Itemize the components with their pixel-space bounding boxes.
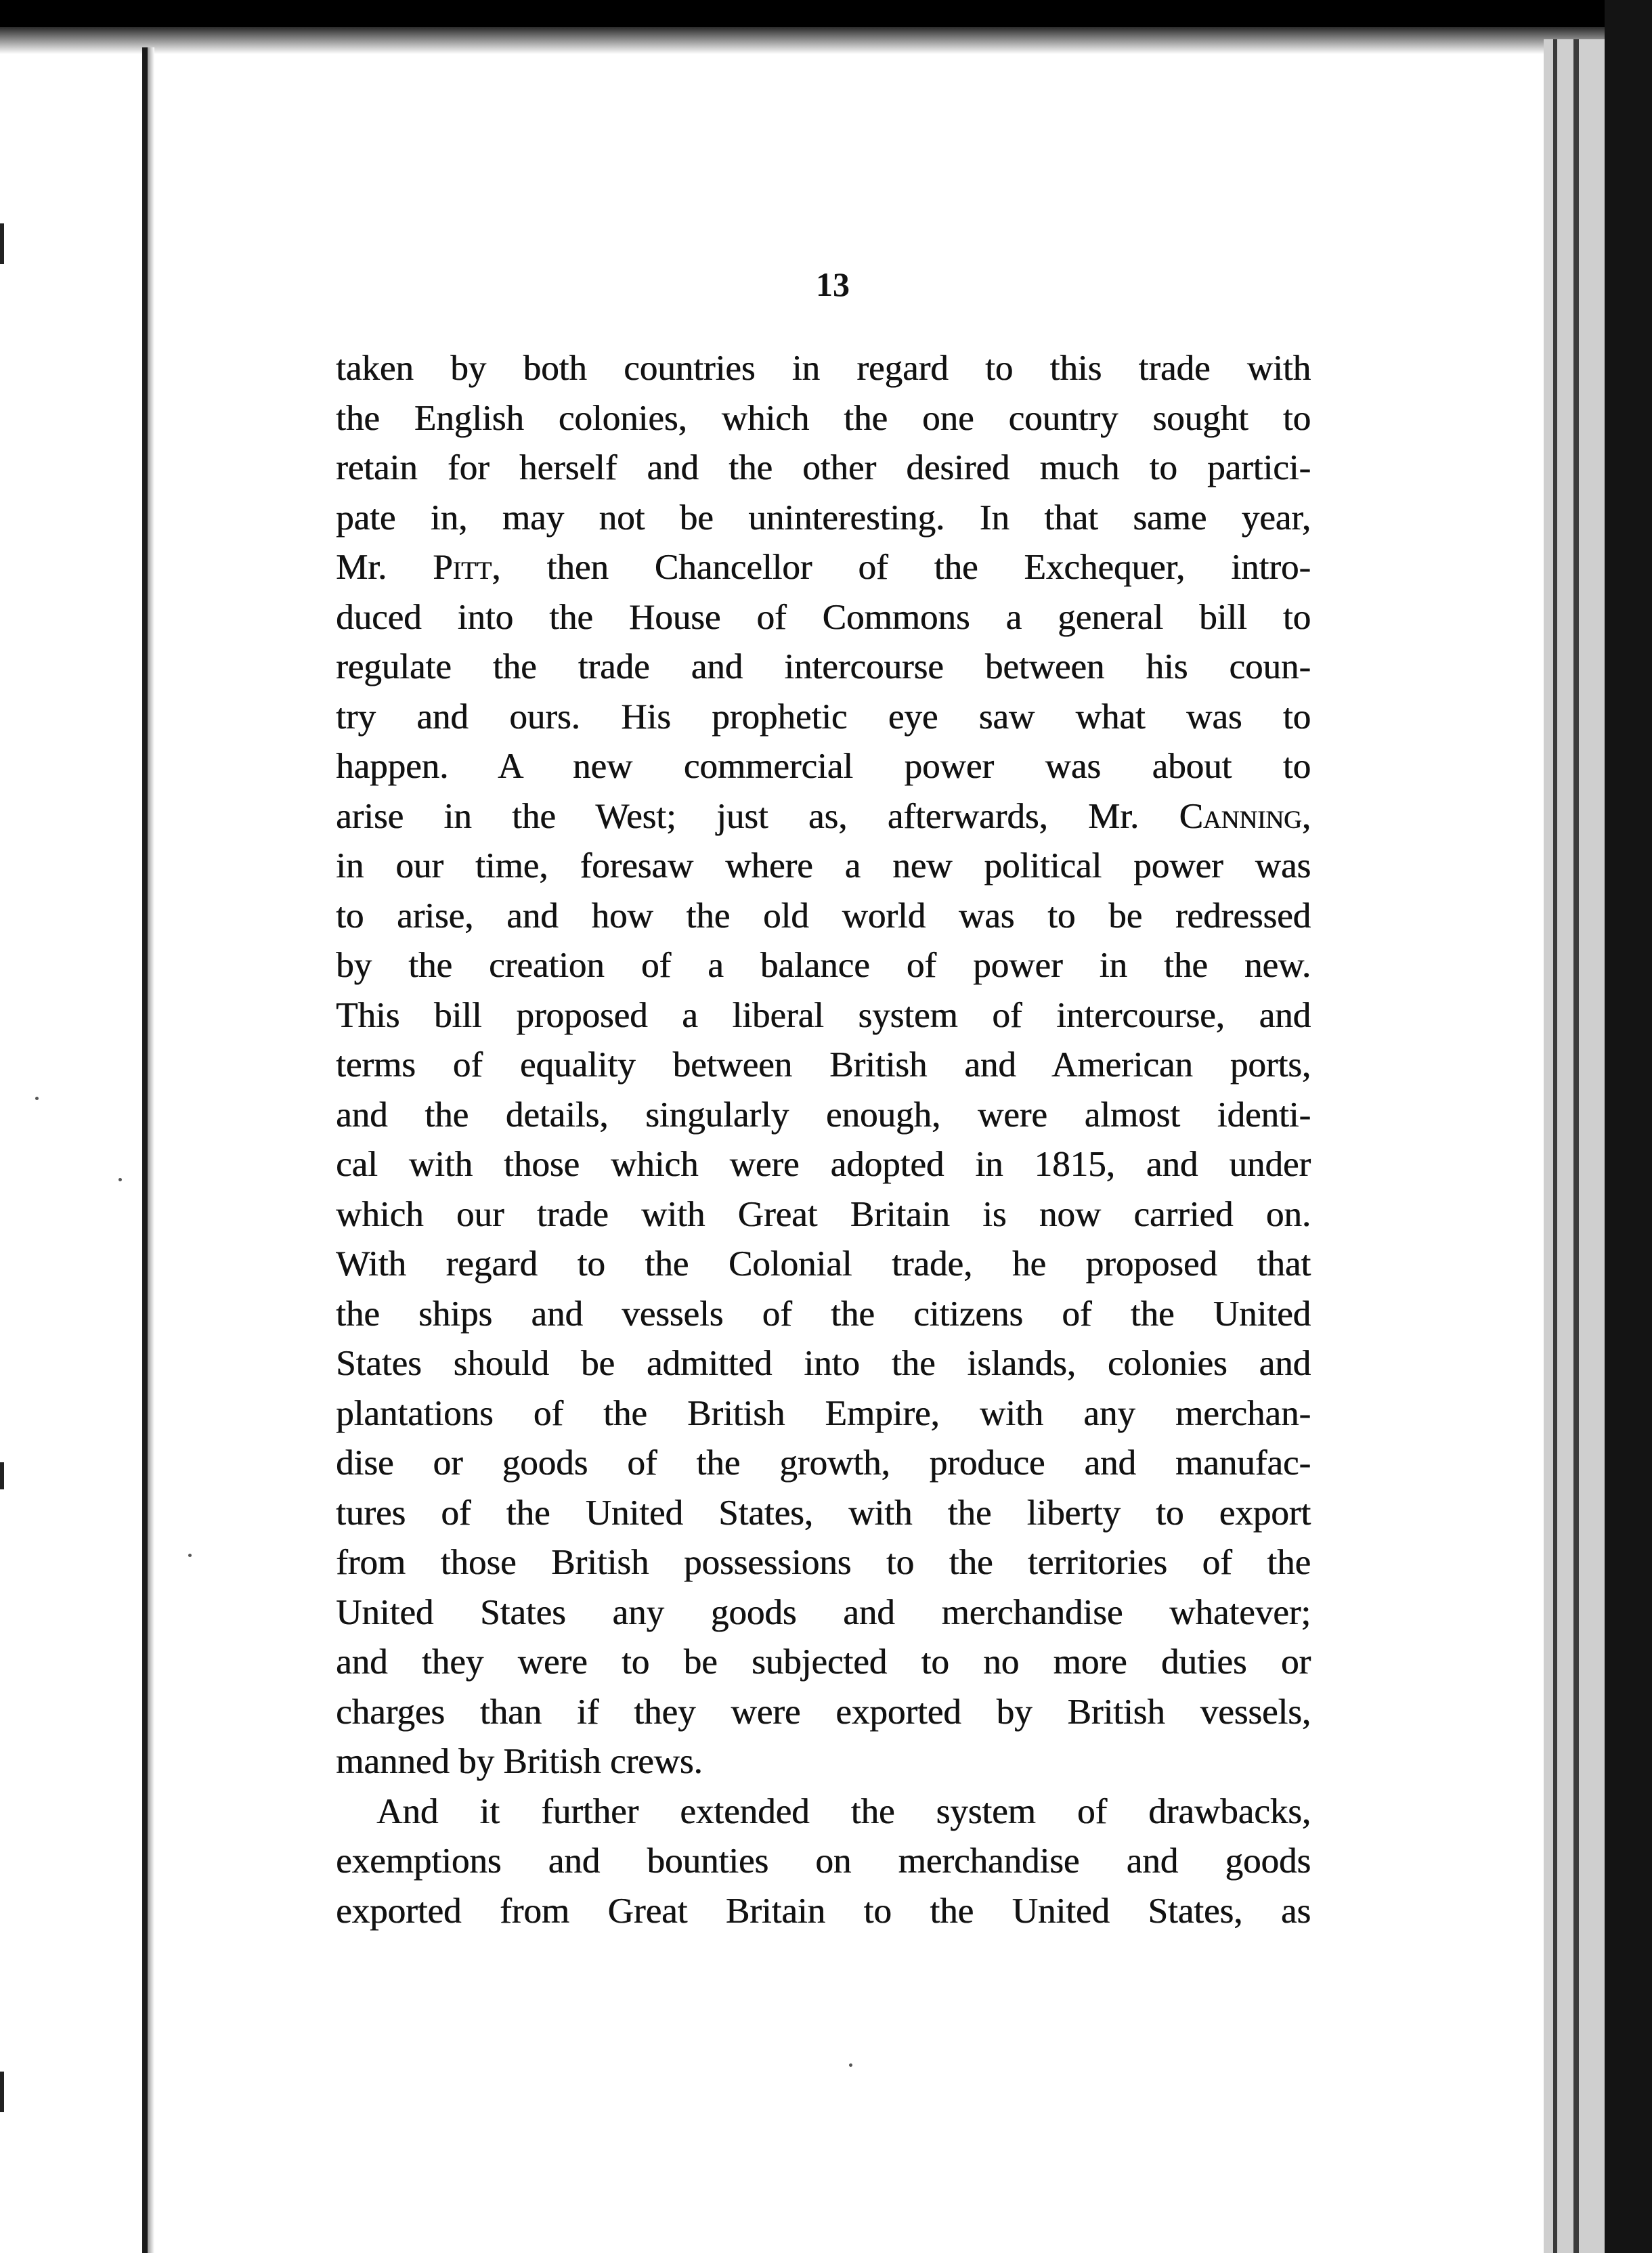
text-line: taken by both countries in regard to this trade with — [336, 349, 1311, 388]
text-line: try and ours. His prophetic eye saw what was to — [336, 697, 1311, 737]
text-segment: , then Chancellor of the Exchequer, intro- — [492, 548, 1311, 587]
left-page-edge-shadow — [148, 47, 154, 2253]
text-line: tures of the United States, with the liberty to export — [336, 1493, 1311, 1533]
text-line: which our trade with Great Britain is now carried on. — [336, 1194, 1311, 1234]
body-text — [336, 344, 1311, 1936]
text-line: This bill proposed a liberal system of intercourse, and — [336, 995, 1311, 1035]
text-line: cal with those which were adopted in 1815, and under — [336, 1145, 1311, 1184]
text-line: And it further extended the system of drawbacks, — [376, 1791, 1311, 1831]
scan-speck — [188, 1554, 192, 1557]
left-margin-mark — [0, 223, 4, 264]
page-stack-edge — [1557, 39, 1573, 2253]
text-line: charges than if they were exported by British vessels, — [336, 1692, 1311, 1732]
left-margin-mark — [0, 1462, 4, 1489]
text-line — [336, 792, 1311, 842]
text-line: exported from Great Britain to the United States, as — [336, 1891, 1311, 1931]
text-line — [336, 543, 1311, 593]
text-line: duced into the House of Commons a general bill to — [336, 597, 1311, 637]
text-line: happen. A new commercial power was about to — [336, 747, 1311, 786]
page-stack-edge — [1579, 39, 1605, 2253]
text-segment: , — [1301, 796, 1311, 836]
text-line: States should be admitted into the islands, colonies and — [336, 1344, 1311, 1383]
text-line: from those British possessions to the territories of the — [336, 1543, 1311, 1582]
left-margin-mark — [0, 2072, 4, 2112]
scan-right-edge — [1605, 0, 1652, 2253]
text-line: United States any goods and merchandise whatever; — [336, 1592, 1311, 1632]
small-caps-name: Canning — [1179, 796, 1302, 836]
text-line: the ships and vessels of the citizens of the United — [336, 1294, 1311, 1334]
text-line: retain for herself and the other desired much to partici- — [336, 448, 1311, 487]
small-caps-name: Pitt — [433, 548, 492, 587]
text-line: dise or goods of the growth, produce and manufac- — [336, 1443, 1311, 1483]
scan-top-band — [0, 0, 1652, 27]
scan-top-band-shadow — [0, 27, 1652, 54]
text-line: and the details, singularly enough, were almost identi- — [336, 1095, 1311, 1135]
text-line: exemptions and bounties on merchandise and goods — [336, 1841, 1311, 1881]
left-page-edge — [142, 47, 148, 2253]
scan-speck — [118, 1178, 122, 1181]
page-stack-edge — [1573, 39, 1579, 2253]
text-segment: arise in the West; just as, afterwards, Mr. — [336, 796, 1179, 836]
text-line: pate in, may not be uninteresting. In that same year, — [336, 498, 1311, 538]
text-line: manned by British crews. — [336, 1742, 703, 1781]
text-line: With regard to the Colonial trade, he proposed that — [336, 1244, 1311, 1284]
text-line: terms of equality between British and American ports, — [336, 1045, 1311, 1085]
text-line: plantations of the British Empire, with any merchan- — [336, 1393, 1311, 1433]
page-stack-edge — [1544, 39, 1553, 2253]
scan-speck — [35, 1097, 39, 1100]
text-line: regulate the trade and intercourse between his coun- — [336, 647, 1311, 686]
scan-speck — [849, 2063, 852, 2067]
text-line: the English colonies, which the one country sought to — [336, 398, 1311, 438]
text-segment: Mr. — [336, 548, 433, 587]
text-line: by the creation of a balance of power in the new. — [336, 946, 1311, 985]
page-number: 13 — [816, 265, 850, 303]
text-line: to arise, and how the old world was to be redressed — [336, 896, 1311, 936]
text-line: in our time, foresaw where a new political power was — [336, 846, 1311, 885]
text-line: and they were to be subjected to no more duties or — [336, 1642, 1311, 1682]
